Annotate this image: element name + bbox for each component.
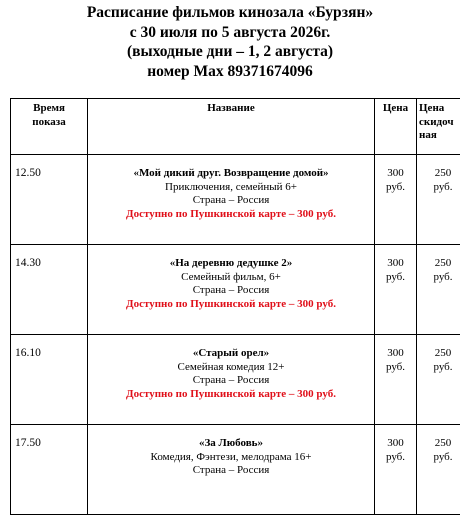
table-row <box>11 335 460 425</box>
pushkin-card-note: Доступно по Пушкинской карте – 300 руб. <box>90 208 372 222</box>
movie-info <box>88 335 375 425</box>
table-row <box>11 425 460 515</box>
header-discount: Цена скидоч ная <box>417 99 460 155</box>
pushkin-card-note: Доступно по Пушкинской карте – 300 руб. <box>90 388 372 402</box>
discount-price: 250 руб. <box>417 245 460 335</box>
ticket-price: 300 руб. <box>375 155 417 245</box>
header-contact: номер Max 89371674096 <box>0 62 460 82</box>
movie-title: «За Любовь» <box>90 437 372 451</box>
movie-title: «Старый орел» <box>90 347 372 361</box>
movie-country: Страна – Россия <box>90 194 372 208</box>
table-row <box>11 245 460 335</box>
movie-title: «На деревню дедушке 2» <box>90 257 372 271</box>
ticket-price: 300 руб. <box>375 245 417 335</box>
table-header-row <box>11 99 460 155</box>
movie-info <box>88 245 375 335</box>
header-title: Расписание фильмов кинозала «Бурзян» <box>0 3 460 23</box>
movie-info <box>88 425 375 515</box>
discount-price: 250 руб. <box>417 425 460 515</box>
movie-genre: Комедия, Фэнтези, мелодрама 16+ <box>90 451 372 465</box>
show-time: 16.10 <box>11 335 88 425</box>
discount-price: 250 руб. <box>417 155 460 245</box>
header-name: Название <box>88 99 375 155</box>
show-time: 12.50 <box>11 155 88 245</box>
movie-genre: Приключения, семейный 6+ <box>90 181 372 195</box>
movie-country: Страна – Россия <box>90 284 372 298</box>
header-price: Цена <box>375 99 417 155</box>
document-header <box>0 3 460 81</box>
ticket-price: 300 руб. <box>375 335 417 425</box>
table-row <box>11 155 460 245</box>
discount-price: 250 руб. <box>417 335 460 425</box>
header-days-off: (выходные дни – 1, 2 августа) <box>0 42 460 62</box>
movie-genre: Семейный фильм, 6+ <box>90 271 372 285</box>
show-time: 14.30 <box>11 245 88 335</box>
schedule-table <box>10 98 460 515</box>
movie-country: Страна – Россия <box>90 464 372 478</box>
movie-genre: Семейная комедия 12+ <box>90 361 372 375</box>
movie-country: Страна – Россия <box>90 374 372 388</box>
pushkin-card-note: Доступно по Пушкинской карте – 300 руб. <box>90 298 372 312</box>
movie-title: «Мой дикий друг. Возвращение домой» <box>90 167 372 181</box>
show-time: 17.50 <box>11 425 88 515</box>
ticket-price: 300 руб. <box>375 425 417 515</box>
header-dates: с 30 июля по 5 августа 2026г. <box>0 23 460 43</box>
header-time: Время показа <box>11 99 88 155</box>
movie-info <box>88 155 375 245</box>
